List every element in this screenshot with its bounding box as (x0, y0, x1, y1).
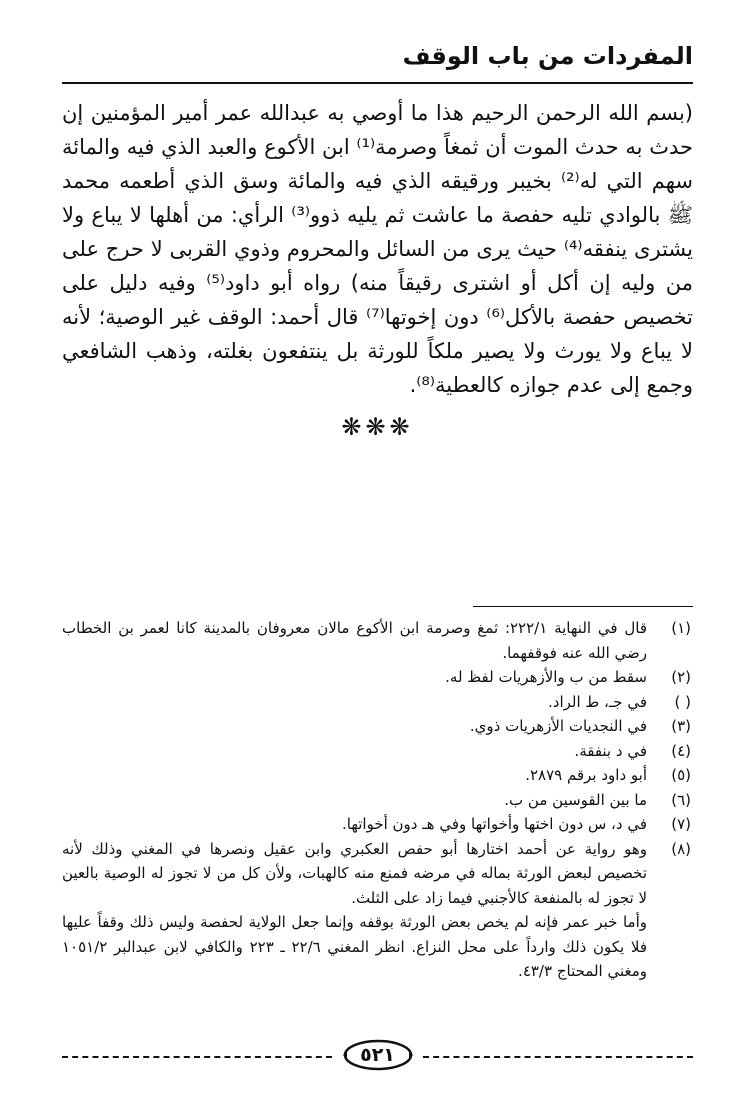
footnote-item (62, 788, 691, 813)
footnote-number: (٦) (671, 790, 691, 809)
page-number-badge (341, 1038, 415, 1072)
footnote-number: (٥) (671, 766, 691, 784)
footnote-number: (٨) (671, 839, 691, 858)
footnote-item (62, 616, 691, 665)
footnote-text: في النجديات الأزهريات ذوي. (469, 717, 647, 735)
footer-dashed-rule-left (62, 1056, 332, 1058)
footnote-number: (٣) (671, 717, 691, 735)
page-number: ٥٢١ (360, 1044, 395, 1066)
header-rule (62, 82, 693, 84)
footnote-number: (١) (671, 619, 691, 637)
footnote-text: سقط من ب والأزهريات لفظ له. (445, 668, 647, 686)
footnote-rule (473, 606, 693, 607)
footnote-item (62, 690, 691, 715)
footnote-item (62, 763, 691, 788)
footnote-text: وأما خبر عمر فإنه لم يخص بعض الورثة بوقفه وإنما جعل الولاية لحفصة وليس ذلك وقفاً عليها فلا يكون ذلك وارداً على محل النزاع. انظر المغني ٢٢/٦ ـ ٢٢٣ والكافي لابن عبدالبر ١٠٥١/٢ ومغني المحتاج ٤٣/٣. (62, 913, 647, 980)
footnotes (62, 616, 691, 984)
footnote-text: في جـ، ط الراد. (548, 692, 647, 711)
main-text (62, 96, 693, 402)
footnote-text: في د بنفقة. (574, 741, 647, 760)
footnote-number: (٧) (671, 815, 691, 833)
header-title: المفردات من باب الوقف (402, 42, 693, 70)
page-footer (62, 1038, 693, 1078)
footnote-item (62, 739, 691, 764)
footnote-text: ما بين القوسين من ب. (504, 790, 647, 809)
footnote-text: وهو رواية عن أحمد اختارها أبو حفص العكبري وابن عقيل ونصرها في المغني وذلك لأنه تخصيص لبعض الورثة بماله في مرضه فمنع منه كالهبات، ولأن كل من لا تجوز له الوصية بالعين لا تجوز له بالمنفعة كالأجنبي فيما زاد على الثلث. (62, 839, 647, 907)
footnote-number: (٢) (671, 668, 691, 686)
footnote-text: أبو داود برقم ٢٨٧٩. (525, 766, 647, 784)
footnote-text: قال في النهاية ٢٢٢/١: ثمغ وصرمة ابن الأكوع مالان معروفان بالمدينة كانا لعمر بن الخطاب رضي الله عنه فوقفهما. (62, 619, 647, 662)
running-header (62, 40, 693, 80)
body-paragraph: (بسم الله الرحمن الرحيم هذا ما أوصي به عبدالله عمر أمير المؤمنين إن حدث به حدث الموت أن ثمغاً وصرمة⁽¹⁾ ابن الأكوع والعبد الذي فيه والمائة سهم التي له⁽²⁾ بخيبر ورقيقه الذي فيه والمائة وسق الذي أطعمه محمد ﷺ بالوادي تليه حفصة ما عاشت ثم يليه ذوو⁽³⁾ الرأي: من أهلها لا يباع ولا يشترى ينفقه⁽⁴⁾ حيث يرى من السائل والمحروم وذوي القربى لا حرج على من وليه إن أكل أو اشترى رقيقاً منه) رواه أبو داود⁽⁵⁾ وفيه دليل على تخصيص حفصة بالأكل⁽⁶⁾ دون إخوتها⁽⁷⁾ قال أحمد: الوقف غير الوصية؛ لأنه لا يباع ولا يورث ولا يصير ملكاً للورثة بل ينتفعون بغلته، وذهب الشافعي وجمع إلى عدم جوازه كالعطية⁽⁸⁾. (62, 101, 693, 397)
footnote-number: ( ) (674, 692, 691, 711)
footnote-number: (٤) (671, 741, 691, 760)
footnote-text: في د، س دون اختها وأخواتها وفي هـ دون أخواتها. (341, 815, 647, 833)
footnote-item (62, 714, 691, 739)
footnote-item (62, 812, 691, 837)
section-separator: ❋❋❋ (341, 413, 414, 441)
footnote-item (62, 837, 691, 911)
footnote-item (62, 665, 691, 690)
footer-dashed-rule-right (423, 1056, 693, 1058)
footnote-item (62, 910, 691, 984)
